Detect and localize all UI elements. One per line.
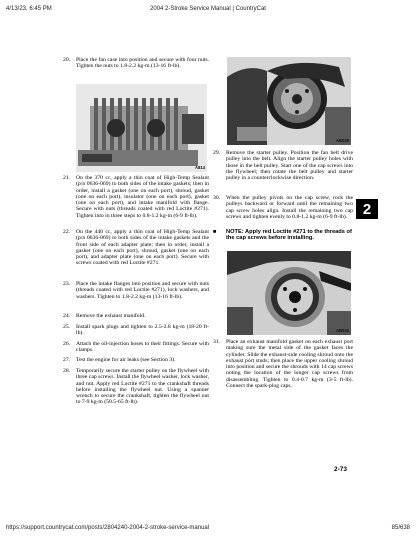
step-25 [63, 324, 209, 337]
pulley-illustration [227, 57, 351, 145]
step-number: 31. [213, 339, 221, 345]
page-count: 85/638 [391, 525, 410, 531]
step-20 [63, 57, 209, 70]
step-23 [63, 281, 209, 300]
step-24 [63, 313, 209, 319]
step-number: 24. [63, 313, 71, 319]
step-27 [63, 357, 209, 363]
rotor-photo [227, 251, 351, 335]
step-text: Test the engine for air leaks (see Section 3). [76, 357, 176, 363]
step-30 [213, 195, 353, 220]
step-text: Remove the exhaust manifold. [76, 313, 146, 319]
browser-header [0, 0, 416, 20]
page-number: 2-73 [334, 466, 348, 473]
step-number: 20. [63, 57, 71, 63]
section-tab: 2 [356, 199, 378, 219]
step-number: 25. [63, 324, 71, 330]
browser-footer [0, 522, 416, 538]
step-26 [63, 341, 209, 354]
step-number: 27. [63, 357, 71, 363]
figure-id: A814 [194, 164, 205, 170]
note-text: NOTE: Apply red Loctite #271 to the threads of the cap screws before installing. [226, 229, 352, 242]
pulley-photo [227, 57, 351, 145]
step-text: Place the fan case into position and secure with four nuts. Tighten the nuts to 1.8-2.2 kg-m (13-16 ft-lb). [76, 57, 209, 70]
step-number: 29. [213, 150, 221, 156]
rotor-illustration [227, 251, 351, 335]
step-number: 28. [63, 368, 71, 374]
step-31 [213, 339, 353, 389]
step-number: 21. [63, 175, 71, 181]
step-text: Temporarily secure the starter pulley on the flywheel with three cap screws. Install the flywheel washer, lock washer, and nut. Apply red Loctite #271 to the crankshaft threads before installing the flywheel nut. Using a spanner wrench to secure the crankshaft, tighten the flywheel nut to 7-9 kg-m (50.5-65 ft-lb). [76, 368, 209, 406]
step-text: When the pulley pivots on the cap screw, rock the pulleys backward or forward until the remaining two cap screw holes align. Install the remaining two cap screws and tighten evenly to 0.8-1.2 kg-m (6-9 ft-lb). [226, 195, 353, 220]
step-29 [213, 150, 353, 181]
step-number: 30. [213, 195, 221, 201]
step-text: Place an exhaust manifold gasket on each exhaust port making sure the metal side of the gasket faces the cylinder. Slide the exhaust-side cooling shroud onto the exhaust port studs; then place the upper cooling shroud into position and secure the shrouds with 14 cap screws noting the location of the longer cap screws from disassembling. Tighten to 0.4-0.7 kg-m (3-5 ft-lb). Connect the spark-plug caps. [226, 339, 353, 390]
print-datetime: 4/13/23, 6:45 PM [6, 6, 52, 12]
engine-illustration [76, 84, 207, 172]
step-text: On the 440 cc, apply a thin coat of High-Temp Sealant (p/n 0636-069) to both sides of the intake gaskets and the front side of each adapter plate; then in order, install a gasket (one on each port), shroud, gasket (one on each port), and adapter plate (one on each port). Secure with screws coated with red Loctite #271. [76, 229, 209, 267]
note-bullet-icon: ■ [213, 229, 217, 235]
engine-cylinder-photo [76, 84, 207, 172]
step-21 [63, 175, 209, 219]
figure-id: AB040 [335, 327, 349, 333]
page-url: https://support.countrycat.com/posts/2804240-2004-2-stroke-service-manual [6, 525, 210, 531]
step-number: 22. [63, 229, 71, 235]
step-text: Attach the oil-injection hoses to their fittings. Secure with clamps. [76, 341, 209, 354]
step-text: Remove the starter pulley. Position the fan belt drive pulley into the belt. Align the starter pulley holes with those in the belt pulley. Start one of the cap screws into the flywheel; then rotate the belt pulley and starter pulley in a counterclockwise direction. [226, 150, 353, 182]
step-number: 26. [63, 341, 71, 347]
note-loctite [213, 229, 353, 242]
step-22 [63, 229, 209, 267]
step-text: Install spark plugs and tighten to 2.5-2.8 kg-m (18-20 ft-lb). [76, 324, 209, 337]
figure-id: AB029 [335, 137, 349, 143]
step-text: Place the intake flanges into position and secure with nuts (threads coated with red Loctite #271), lock washers, and washers. Tighten to 1.8-2.2 kg-m (13-16 ft-lb). [76, 281, 209, 300]
step-text: On the 370 cc, apply a thin coat of High-Temp Sealant (p/n 0636-069) to both sides of the intake gaskets; then in order, install a gasket (one on each port), shroud, gasket (one on each port), insulator (one on each port), gasket (one on each port), and intake manifold with flange. Secure with nuts (threads coated with red Loctite #271). Tighten into in three steps to 0.8-1.2 kg-m (6-9 ft-lb). [76, 175, 209, 219]
step-28 [63, 368, 209, 406]
document-title: 2004 2-Stroke Service Manual | CountryCat [150, 6, 266, 12]
step-number: 23. [63, 281, 71, 287]
